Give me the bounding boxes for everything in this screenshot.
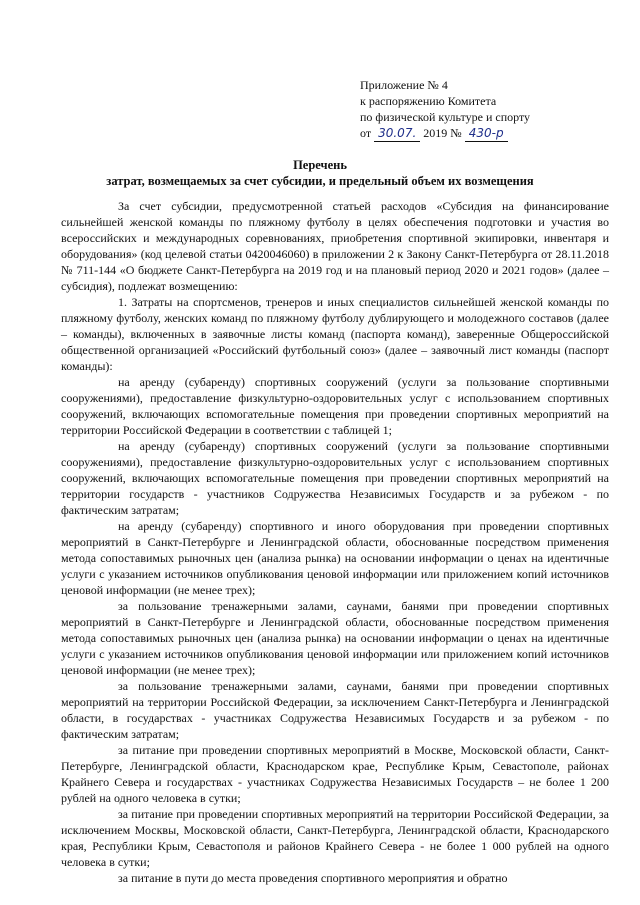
paragraph: за питание в пути до места проведения спортивного мероприятия и обратно	[118, 871, 508, 885]
appendix-date-line	[360, 125, 530, 142]
paragraph: на аренду (субаренду) спортивных сооружений (услуги за пользование спортивными сооружениями), предоставление физкультурно-оздоровительных услуг с использованием спортивных сооружений, включающих вспомогательные помещения при проведении спортивных мероприятий на территории государств - участников Содружества Независимых Государств и за рубежом - по фактическим затратам;	[61, 439, 609, 517]
date-prefix: от	[360, 126, 372, 140]
paragraph: за питание при проведении спортивных мероприятий на территории Российской Федерации, за исключением Москвы, Московской области, Санкт-Петербурга, Ленинградской области, Краснодарского края, Республики Крым, Севастополя и районов Крайнего Севера - не более 1 000 рублей на одного человека в сутки;	[61, 807, 609, 869]
document-subtitle: затрат, возмещаемых за счет субсидии, и предельный объем их возмещения	[106, 174, 534, 188]
document-title: Перечень	[293, 158, 347, 172]
paragraph: за пользование тренажерными залами, саунами, банями при проведении спортивных мероприятий в Санкт-Петербурге и Ленинградской области, обоснованные посредством применения метода сопоставимых рыночных цен (анализа рынка) на основании информации о ценах на идентичные услуги с указанием источников опубликования ценовой информации или приложением копий источников ценовой информации (не менее трех);	[61, 599, 609, 677]
paragraph: За счет субсидии, предусмотренной статьей расходов «Субсидия на финансирование сильнейшей женской команды по пляжному футболу в целях обеспечения подготовки и участия во всероссийских и международных соревнованиях, приобретения спортивной экипировки, инвентаря и оборудования» (код целевой статьи 0420046060) в приложении 2 к Закону Санкт-Петербурга от 28.11.2018 № 711-144 «О бюджете Санкт-Петербурга на 2019 год и на плановый период 2020 и 2021 годов» (далее – субсидия), подлежат возмещению:	[61, 199, 609, 293]
appendix-number: Приложение № 4	[360, 78, 448, 92]
paragraph: за пользование тренажерными залами, саунами, банями при проведении спортивных мероприятий на территории Российской Федерации, за исключением Санкт-Петербурга и Ленинградской области, в государствах - участниках Содружества Независимых Государств и за рубежом - по фактическим затратам;	[61, 679, 609, 741]
paragraph: 1. Затраты на спортсменов, тренеров и иных специалистов сильнейшей женской команды по пляжному футболу, женских команд по пляжному футболу дублирующего и молодежного составов (далее – команды), включенных в заявочные листы команд (паспорта команд), заверенные Общероссийской общественной организацией «Российский футбольный союз» (далее – заявочный лист команды (паспорт команды):	[61, 295, 609, 373]
document-body	[61, 198, 609, 886]
appendix-header	[360, 77, 530, 142]
appendix-committee: по физической культуре и спорту	[360, 110, 531, 124]
handwritten-number: 430-р	[465, 125, 508, 142]
paragraph: на аренду (субаренду) спортивного и иного оборудования при проведении спортивных мероприятий в Санкт-Петербурге и Ленинградской области, обоснованные посредством применения метода сопоставимых рыночных цен (анализа рынка) на основании информации о ценах на идентичные услуги с указанием источников опубликования ценовой информации или приложением копий источников ценовой информации (не менее трех);	[61, 519, 609, 597]
paragraph: на аренду (субаренду) спортивных сооружений (услуги за пользование спортивными сооружениями), предоставление физкультурно-оздоровительных услуг с использованием спортивных сооружений, включающих вспомогательные помещения при проведении спортивных мероприятий на территории Российской Федерации в соответствии с таблицей 1;	[61, 375, 609, 437]
paragraph: за питание при проведении спортивных мероприятий в Москве, Московской области, Санкт-Петербурге, Ленинградской области, Краснодарском крае, Республике Крым, Севастополе, районах Крайнего Севера и государствах - участниках Содружества Независимых Государств – не более 1 200 рублей на одного человека в сутки;	[61, 743, 609, 805]
handwritten-date: 30.07.	[374, 125, 420, 142]
date-year: 2019 №	[423, 126, 462, 140]
appendix-order-ref: к распоряжению Комитета	[360, 94, 497, 108]
